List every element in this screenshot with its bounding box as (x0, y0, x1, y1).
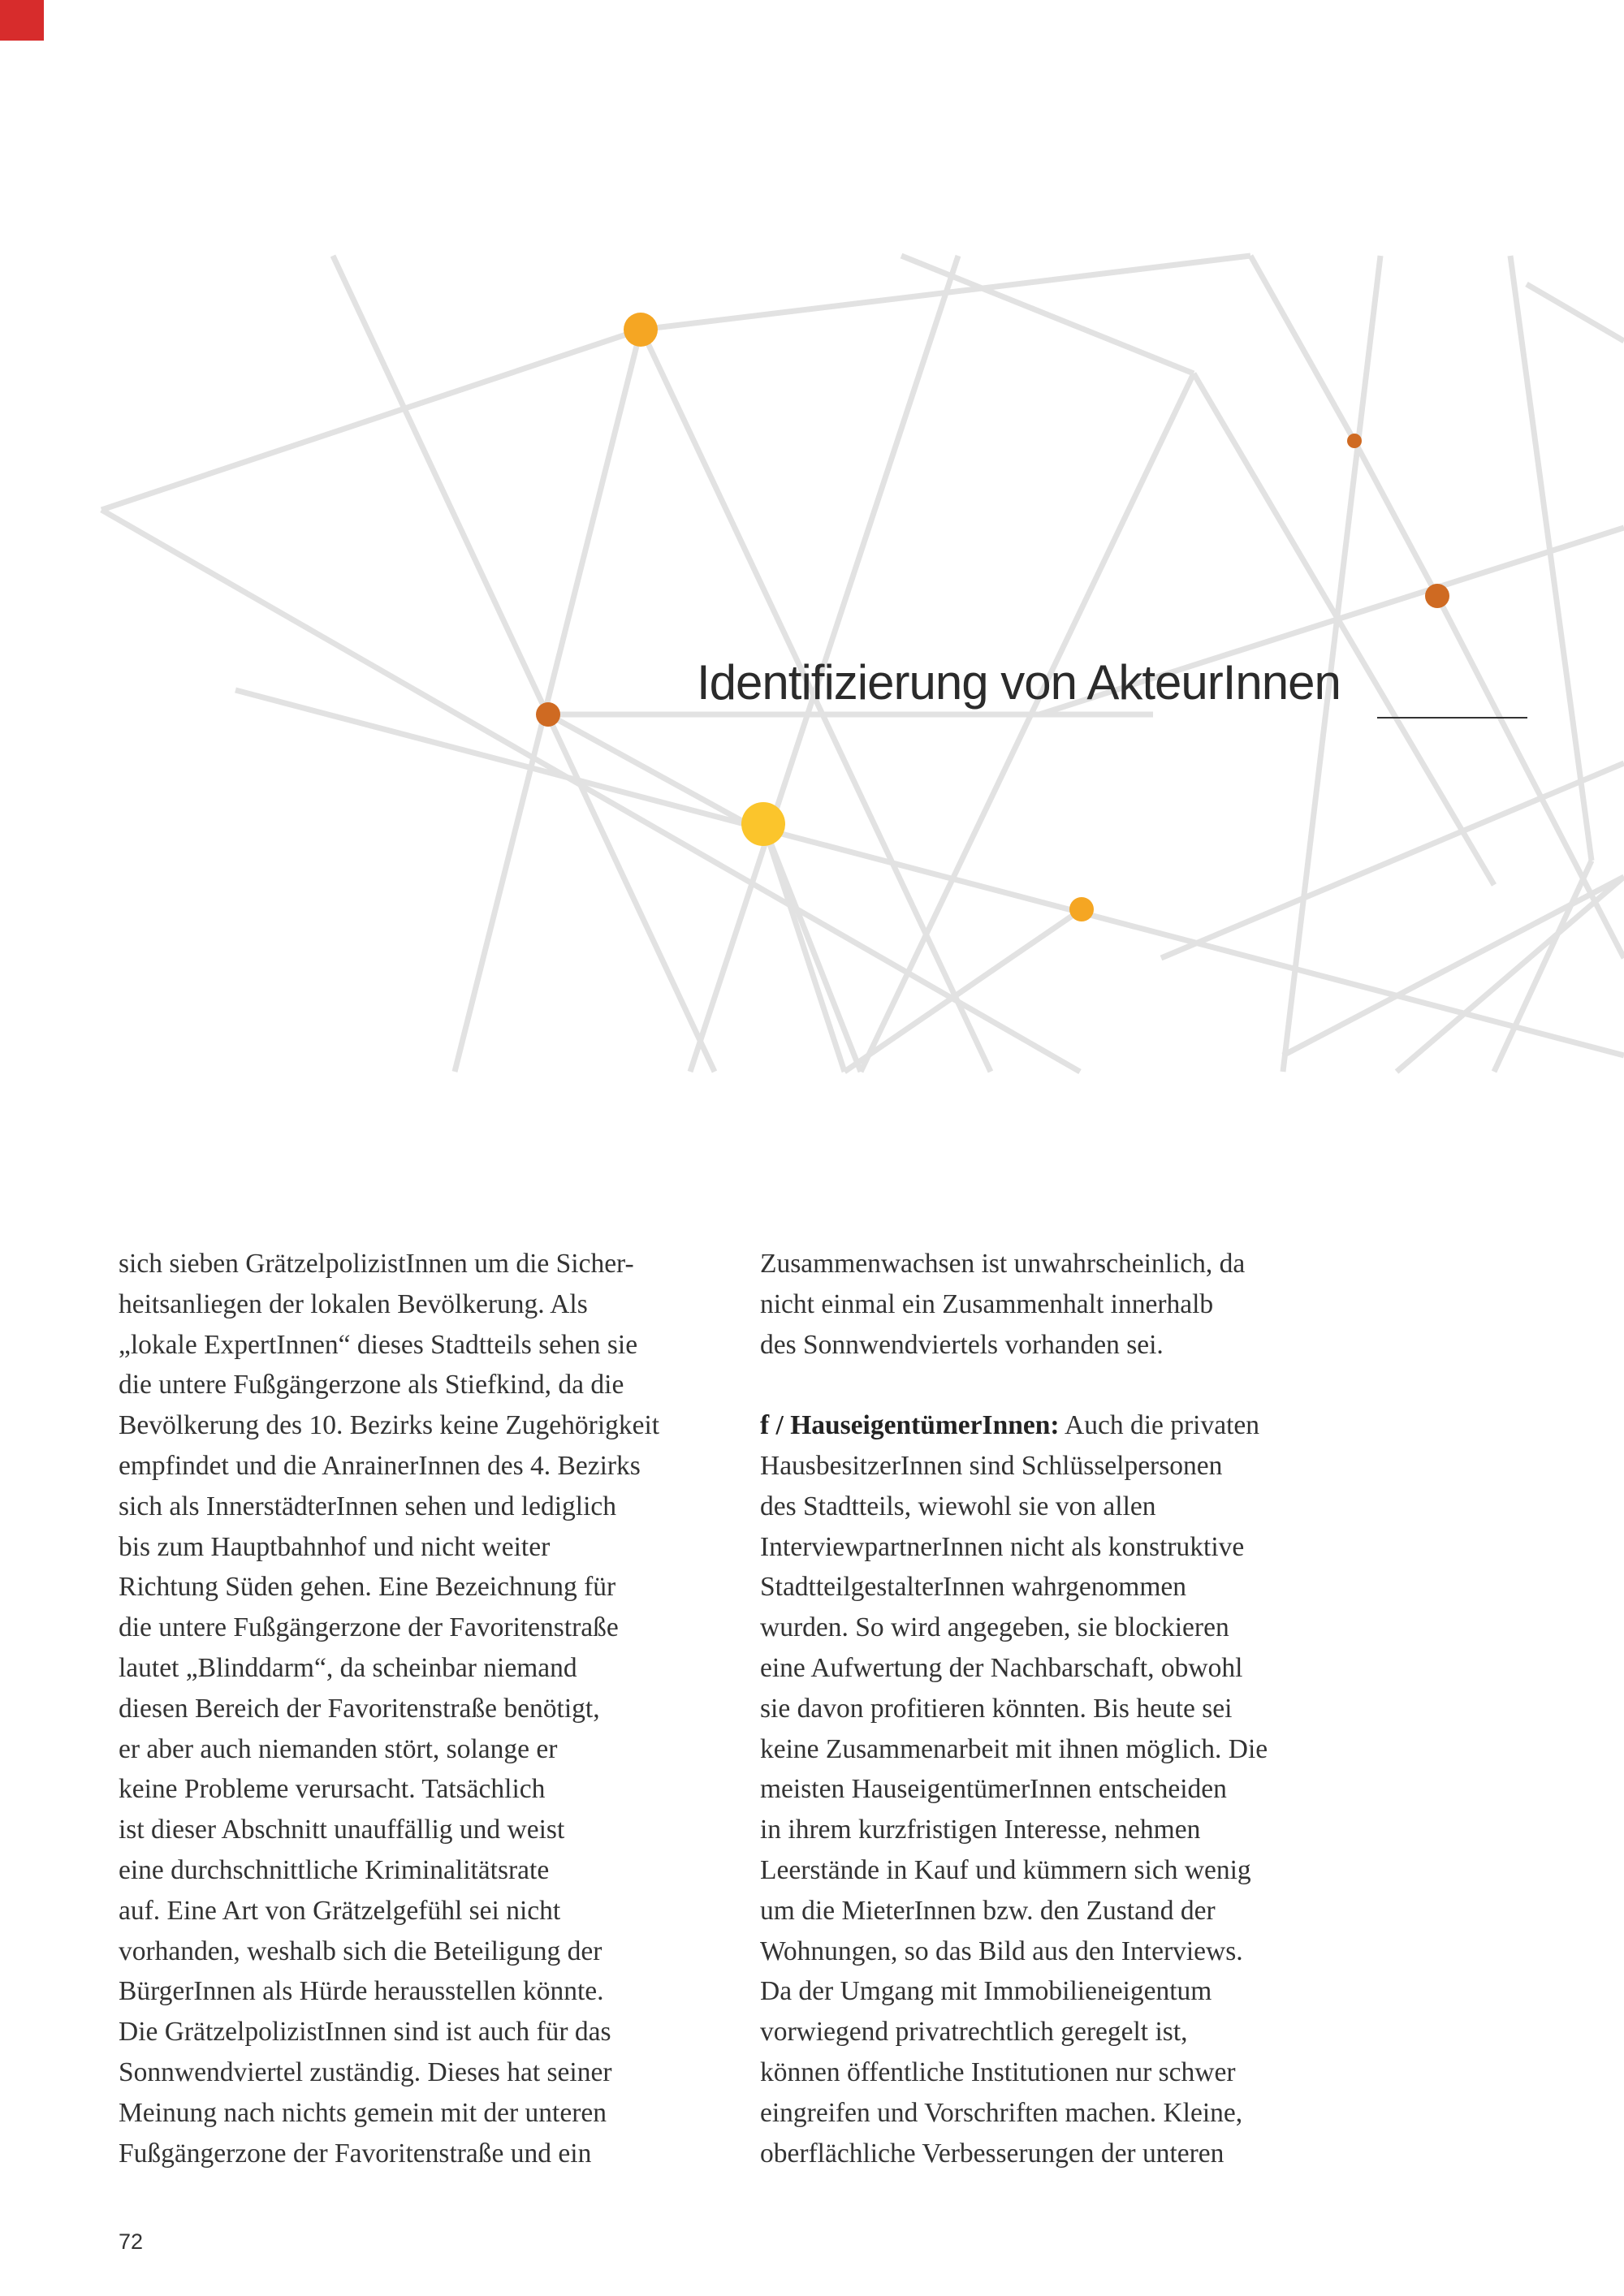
text-line: eingreifen und Vorschriften machen. Kleine, (760, 2097, 1243, 2128)
text-line: Bevölkerung des 10. Bezirks keine Zugehörigkeit (119, 1410, 660, 1441)
text-line: keine Probleme verursacht. Tatsächlich (119, 1774, 546, 1805)
network-line (102, 510, 1080, 1072)
text-line: InterviewpartnerInnen nicht als konstruktive (760, 1531, 1245, 1562)
network-line (1250, 256, 1354, 441)
text-line: Fußgängerzone der Favoritenstraße und ein (119, 2138, 592, 2169)
network-line (861, 373, 1194, 1072)
page-title: Identifizierung von AkteurInnen (697, 655, 1341, 710)
text-line: die untere Fußgängerzone der Favoritenstraße (119, 1612, 619, 1643)
text-line: diesen Bereich der Favoritenstraße benötigt, (119, 1693, 600, 1724)
section-heading: f / HauseigentümerInnen: (760, 1410, 1060, 1441)
text-line: die untere Fußgängerzone als Stiefkind, da die (119, 1370, 624, 1400)
text-line: er aber auch niemanden stört, solange er (119, 1733, 558, 1764)
text-line: auf. Eine Art von Grätzelgefühl sei nicht (119, 1895, 561, 1926)
text-line: in ihrem kurzfristigen Interesse, nehmen (760, 1815, 1201, 1845)
left-text-column (119, 1244, 736, 2173)
page-number: 72 (119, 2229, 144, 2254)
text-line: des Stadtteils, wiewohl sie von allen (760, 1491, 1156, 1521)
network-node (1069, 897, 1094, 921)
text-line: ist dieser Abschnitt unauffällig und weist (119, 1815, 565, 1845)
text-line: keine Zusammenarbeit mit ihnen möglich. Die (760, 1733, 1268, 1764)
text-line: StadtteilgestalterInnen wahrgenommen (760, 1572, 1186, 1603)
network-line (102, 330, 641, 510)
network-node (536, 702, 560, 727)
text-line: Da der Umgang mit Immobilieneigentum (760, 1976, 1212, 2007)
network-line (1194, 373, 1494, 885)
text-line: wurden. So wird angegeben, sie blockieren (760, 1612, 1229, 1643)
network-line (844, 909, 1082, 1072)
network-line (1283, 877, 1624, 1055)
title-underline (1377, 717, 1527, 719)
paragraph-gap (760, 1365, 1377, 1405)
text-line: „lokale ExpertInnen“ dieses Stadtteils sehen sie (119, 1329, 638, 1360)
network-line (763, 824, 844, 1072)
text-line: sie davon profitieren könnten. Bis heute sei (760, 1693, 1233, 1724)
text-line: meisten HauseigentümerInnen entscheiden (760, 1774, 1227, 1805)
text-line: Meinung nach nichts gemein mit der unteren (119, 2097, 607, 2128)
text-line: bis zum Hauptbahnhof und nicht weiter (119, 1531, 551, 1562)
text-line: Zusammenwachsen ist unwahrscheinlich, da (760, 1249, 1246, 1279)
text-line: nicht einmal ein Zusammenhalt innerhalb (760, 1288, 1214, 1319)
text-line: sich sieben GrätzelpolizistInnen um die Sicher- (119, 1249, 634, 1279)
network-line (1354, 441, 1437, 596)
network-line (548, 714, 755, 828)
network-graphic (0, 0, 1624, 1080)
text-line: Leerstände in Kauf und kümmern sich wenig (760, 1854, 1251, 1885)
text-line: HausbesitzerInnen sind Schlüsselpersonen (760, 1450, 1223, 1481)
section-heading-line (760, 1405, 1377, 1446)
text-line: vorhanden, weshalb sich die Beteiligung der (119, 1936, 603, 1966)
text-line: vorwiegend privatrechtlich geregelt ist, (760, 2017, 1188, 2048)
section-paragraph (760, 1446, 1377, 2173)
network-line (1494, 861, 1592, 1072)
text-line: eine Aufwertung der Nachbarschaft, obwohl (760, 1652, 1243, 1683)
network-node (741, 802, 785, 846)
text-line: können öffentliche Institutionen nur schwer (760, 2056, 1236, 2087)
text-line: Richtung Süden gehen. Eine Bezeichnung für (119, 1572, 616, 1603)
text-line: um die MieterInnen bzw. den Zustand der (760, 1895, 1216, 1926)
network-line (1527, 284, 1624, 341)
text-line: des Sonnwendviertels vorhanden sei. (760, 1329, 1164, 1360)
network-node (1347, 434, 1362, 448)
network-line (235, 690, 1624, 1055)
text-line: heitsanliegen der lokalen Bevölkerung. Als (119, 1288, 588, 1319)
network-line (455, 330, 641, 1072)
text-line: Sonnwendviertel zuständig. Dieses hat seiner (119, 2056, 612, 2087)
text-line: Wohnungen, so das Bild aus den Interviews. (760, 1936, 1243, 1966)
right-text-column (760, 1244, 1377, 2173)
text-line: eine durchschnittliche Kriminalitätsrate (119, 1854, 550, 1885)
text-line: empfindet und die AnrainerInnen des 4. Bezirks (119, 1450, 641, 1481)
text-line: sich als InnerstädterInnen sehen und lediglich (119, 1491, 617, 1521)
network-line (901, 256, 1194, 373)
network-line (333, 256, 715, 1072)
network-node (624, 313, 658, 347)
network-node (1425, 584, 1449, 608)
text-line: oberflächliche Verbesserungen der unteren (760, 2138, 1224, 2169)
text-line: lautet „Blinddarm“, da scheinbar niemand (119, 1652, 577, 1683)
section-heading-rest: Auch die privaten (1059, 1410, 1260, 1441)
right-intro-paragraph (760, 1244, 1377, 1365)
text-line: BürgerInnen als Hürde herausstellen könnte. (119, 1976, 604, 2007)
text-line: Die GrätzelpolizistInnen sind ist auch für das (119, 2017, 611, 2048)
network-line (1161, 763, 1624, 958)
